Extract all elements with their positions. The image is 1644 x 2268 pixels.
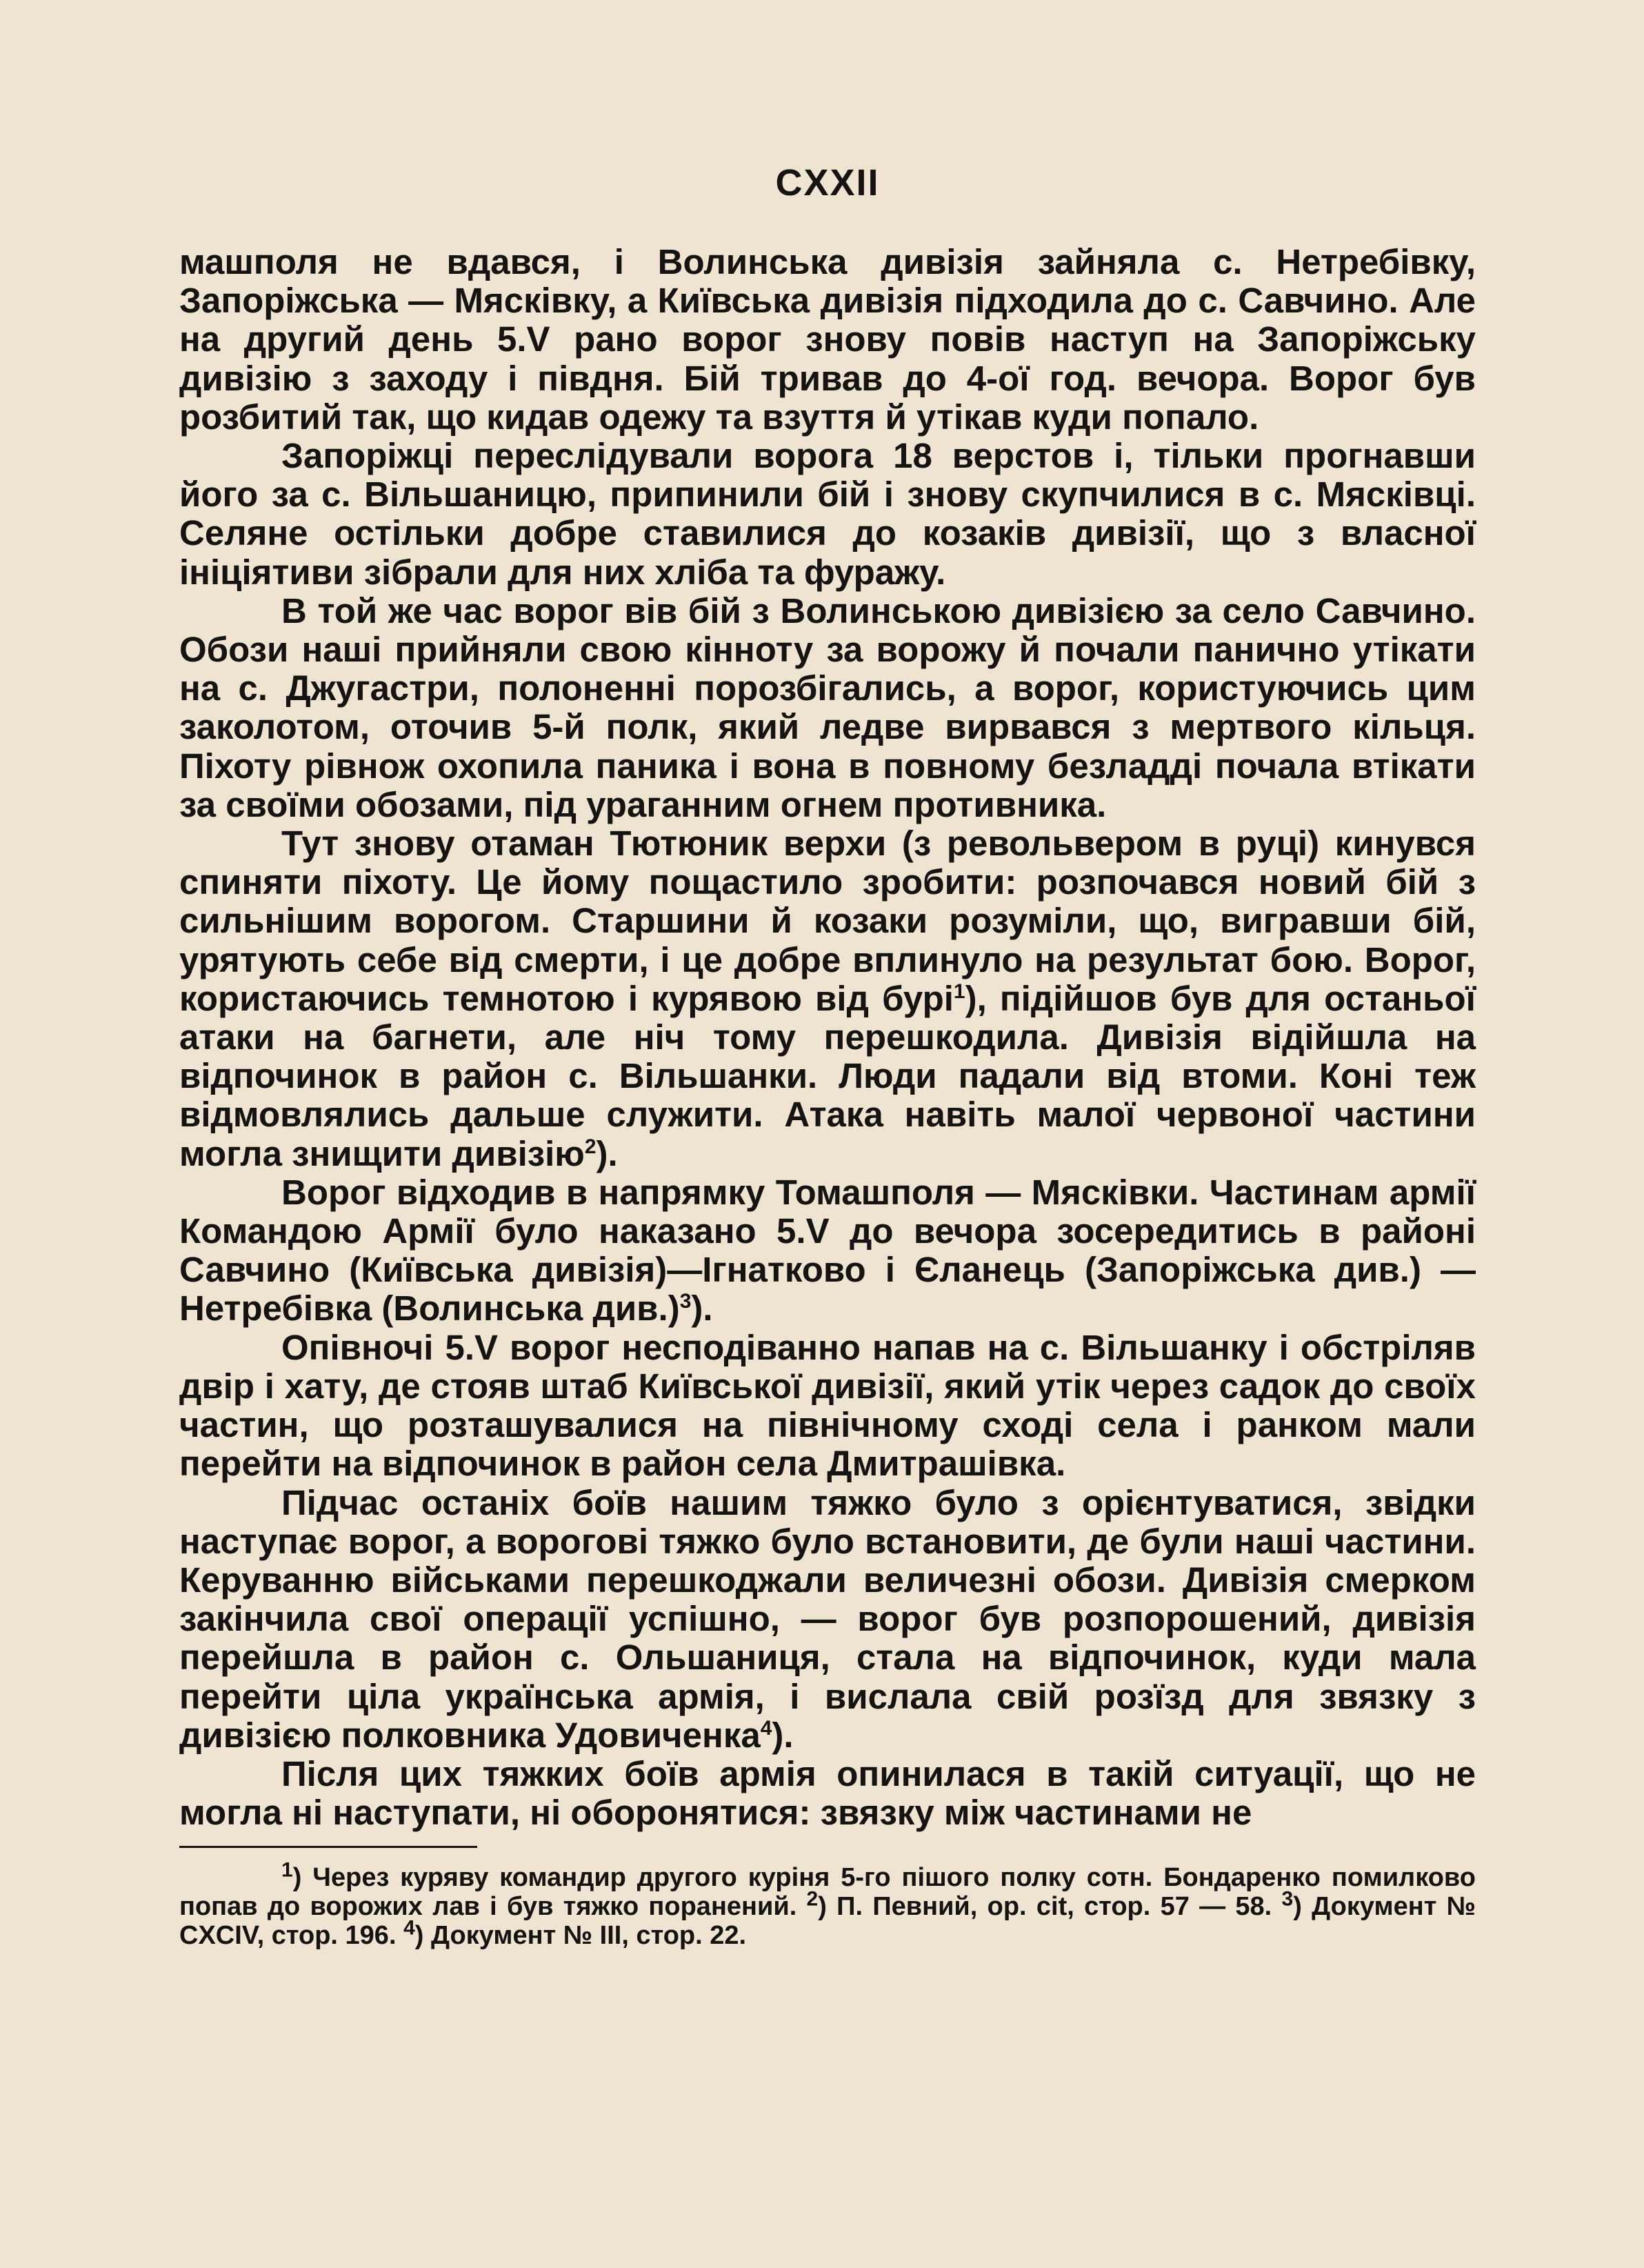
- footnote-divider: [179, 1846, 477, 1848]
- footnote-mark-1: 1: [281, 1858, 293, 1882]
- footnote-2-text: ) П. Певний, ор. cit, стор. 57 — 58.: [818, 1892, 1272, 1922]
- footnote-mark-2: 2: [806, 1887, 819, 1911]
- footnote-ref-1: 1: [953, 979, 965, 1003]
- page-number: CXXII: [775, 162, 880, 203]
- footnote-4-text: ) Документ № III, стор. 22.: [414, 1921, 747, 1951]
- paragraph-8: Після цих тяжких боїв армія опинилася в такій ситуації, що не могла ні наступати, ні оборонятися: звязку між частинами не: [179, 1753, 1476, 1833]
- paragraph-3: В той же час ворог вів бій з Волинською дивізією за село Савчино. Обози наші прийняли свою кінноту за ворожу й почали панично утікати на с. Джугастри, полоненні порозбігались, а ворог, користуючись цим заколотом, оточив 5-й полк, який ледве вирвався з мертвого кільця. Піхоту рівнож охопила паника і вона в повному безладді почала втікати за своїми обозами, під ураганним огнем противника.: [179, 590, 1476, 824]
- paragraph-7-text-b: ).: [772, 1715, 794, 1755]
- paragraph-4-text-b: ), підійшов був для останьої атаки на багнети, але ніч тому перешкодила. Дивізія відійшла на відпочинок в район с. Вільшанки. Люди падали від втоми. Коні теж відмовлялись дальше служити. Атака навіть малої червоної частини могла знищити дивізію: [179, 978, 1476, 1173]
- paragraph-1: машполя не вдався, і Волинська дивізія зайняла с. Нетребівку, Запоріжська — Мясківку, а Київська дивізія підходила до с. Савчино. Але на другий день 5.V рано ворог знову повів наступ на Запоріжську дивізію з заходу і півдня. Бій тривав до 4-ої год. вечора. Ворог був розбитий так, що кидав одежу та взуття й утікав куди попало.: [179, 242, 1476, 437]
- footnote-mark-3: 3: [1281, 1887, 1294, 1911]
- footnote-4: [403, 1916, 747, 1951]
- footnote-ref-4: 4: [760, 1716, 772, 1740]
- footnote-2: [806, 1887, 1272, 1922]
- paragraph-7: [179, 1484, 1476, 1755]
- paragraph-5-text-b: ).: [691, 1289, 713, 1329]
- footnote-3-text: ) Документ № CXCIV, стор. 196.: [179, 1892, 1476, 1951]
- page: [179, 159, 1476, 1950]
- paragraph-4-text-c: ).: [596, 1133, 618, 1173]
- paragraph-7-text-a: Підчас останіх боїв нашим тяжко було з орієнтуватися, звідки наступає ворог, а ворогові тяжко було встановити, де були наші частини. Керуванню військами перешкоджали величезні обози. Дивізія смерком закінчила свої операції успішно, — ворог був розпорошений, дивізія перейшла в район с. Ольшаниця, стала на відпочинок, куди мала перейти ціла українська армія, і вислала свій розїзд для звязку з дивізією полковника Удовиченка: [179, 1482, 1476, 1755]
- paragraph-2: Запоріжці переслідували ворога 18 верстов і, тільки прогнавши його за с. Вільшаницю, припинили бій і знову скупчилися в с. Мясківці. Селяне остільки добре ставилися до козаків дивізії, що з власної ініціятиви зібрали для них хліба та фуражу.: [179, 436, 1476, 592]
- paragraph-6: Опівночі 5.V ворог несподіванно напав на с. Вільшанку і обстріляв двір і хату, де стояв штаб Київської дивізії, який утік через садок до своїх частин, що розташувалися на північному сході села і ранком мали перейти на відпочинок в район села Дмитрашівка.: [179, 1327, 1476, 1484]
- paragraph-5-text-a: Ворог відходив в напрямку Томашполя — Мясківки. Частинам армії Командою Армії було наказано 5.V до вечора зосередитись в районі Савчино (Київська дивізія)—Ігнатково і Єланець (Запоріжська див.) — Нетребівка (Волинська див.): [179, 1172, 1476, 1329]
- footnote-mark-4: 4: [403, 1916, 415, 1940]
- paragraph-4-text-a: Тут знову отаман Тютюник верхи (з револьвером в руці) кинувся спиняти піхоту. Це йому пощастило зробити: розпочався новий бій з сильнішим ворогом. Старшини й козаки розуміли, що, вигравши бій, урятують себе від смерти, і це добре вплинуло на результат бою. Ворог, користаючись темнотою і курявою від бурі: [179, 824, 1476, 1018]
- paragraph-4: [179, 824, 1476, 1173]
- body-text: [179, 243, 1476, 1832]
- footnote-ref-3: 3: [679, 1290, 692, 1313]
- footnote-ref-2: 2: [584, 1135, 597, 1158]
- paragraph-5: [179, 1173, 1476, 1329]
- footnote-1-text: ) Через куряву командир другого курiня 5-го пішого полку сотн. Бондаренко помилково попав до ворожих лав і був тяжко поранений.: [179, 1863, 1476, 1922]
- footnotes: [179, 1858, 1476, 1951]
